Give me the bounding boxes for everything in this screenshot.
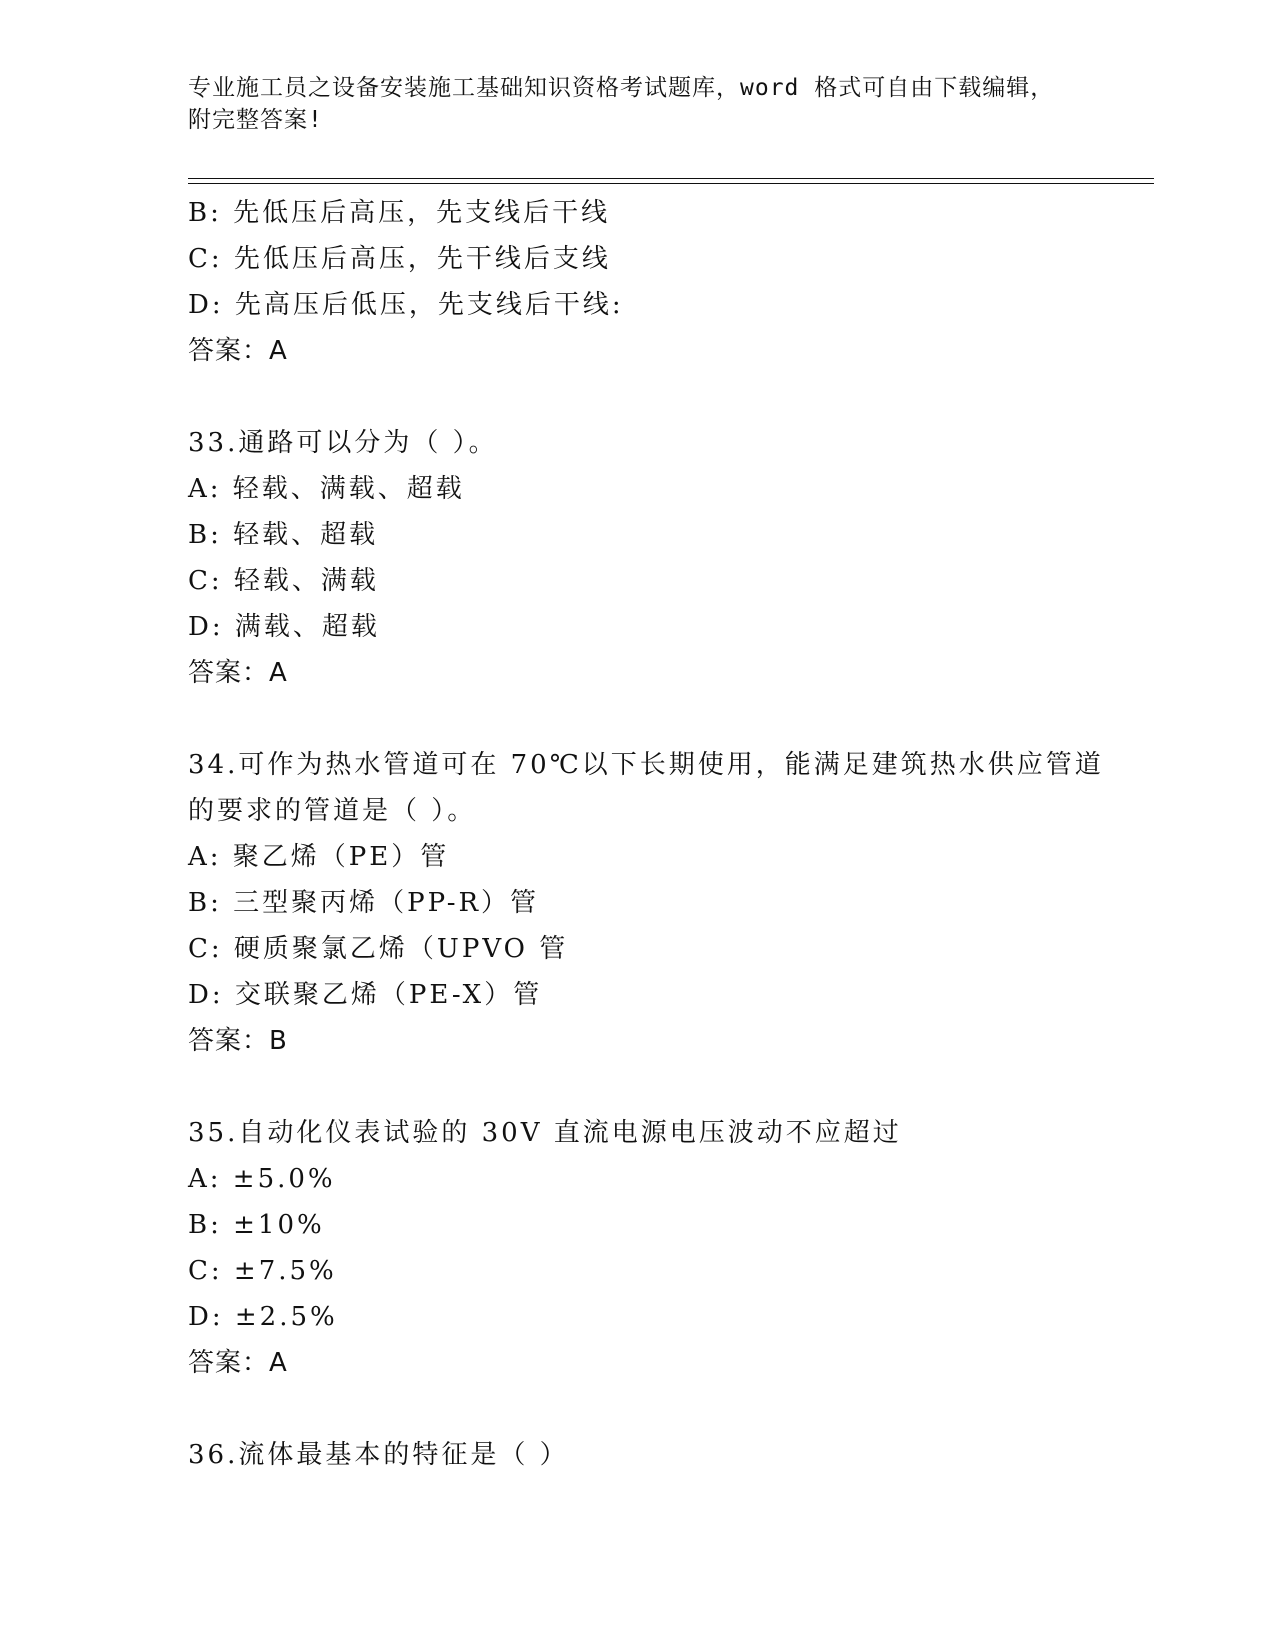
option-a: A: 聚乙烯（PE）管	[188, 842, 450, 872]
answer-line: 答案：A	[188, 658, 288, 688]
spacer	[188, 696, 1128, 742]
spacer	[188, 374, 1128, 420]
question-34	[188, 742, 1128, 1064]
header-rule-top	[188, 178, 1154, 179]
answer-line: 答案：A	[188, 1348, 288, 1378]
question-list	[188, 190, 1128, 1478]
header-rule-bottom	[188, 183, 1154, 184]
question-title-line-1: 34.可作为热水管道可在 70℃以下长期使用，能满足建筑热水供应管道	[188, 750, 1104, 780]
option-c: C: ±7.5%	[188, 1256, 337, 1286]
header-line-1: 专业施工员之设备安装施工基础知识资格考试题库，word 格式可自由下载编辑，	[188, 75, 1055, 101]
page-header	[188, 72, 1088, 136]
question-title: 36.流体最基本的特征是（ ）	[188, 1440, 569, 1470]
question-title: 33.通路可以分为（ ）。	[188, 428, 498, 458]
option-b: B: ±10%	[188, 1210, 325, 1240]
option-d: D: 先高压后低压，先支线后干线:	[188, 290, 624, 320]
question-35	[188, 1110, 1128, 1386]
option-c: C: 先低压后高压，先干线后支线	[188, 244, 611, 274]
option-b: B: 三型聚丙烯（PP-R）管	[188, 888, 540, 918]
header-line-2: 附完整答案!	[188, 107, 323, 133]
option-b: B: 先低压后高压，先支线后干线	[188, 198, 611, 228]
option-a: A: 轻载、满载、超载	[188, 474, 465, 504]
spacer	[188, 1064, 1128, 1110]
option-c: C: 硬质聚氯乙烯（UPVO 管	[188, 934, 569, 964]
spacer	[188, 1386, 1128, 1432]
option-d: D: ±2.5%	[188, 1302, 338, 1332]
option-a: A: ±5.0%	[188, 1164, 336, 1194]
option-c: C: 轻载、满载	[188, 566, 379, 596]
answer-line: 答案：B	[188, 1026, 288, 1056]
question-36	[188, 1432, 1128, 1478]
option-b: B: 轻载、超载	[188, 520, 379, 550]
answer-line: 答案：A	[188, 336, 288, 366]
question-title-line-2: 的要求的管道是（ ）。	[188, 796, 477, 826]
question-title: 35.自动化仪表试验的 30V 直流电源电压波动不应超过	[188, 1118, 902, 1148]
question-33	[188, 420, 1128, 696]
option-d: D: 交联聚乙烯（PE-X）管	[188, 980, 543, 1010]
question-fragment	[188, 190, 1128, 374]
option-d: D: 满载、超载	[188, 612, 380, 642]
